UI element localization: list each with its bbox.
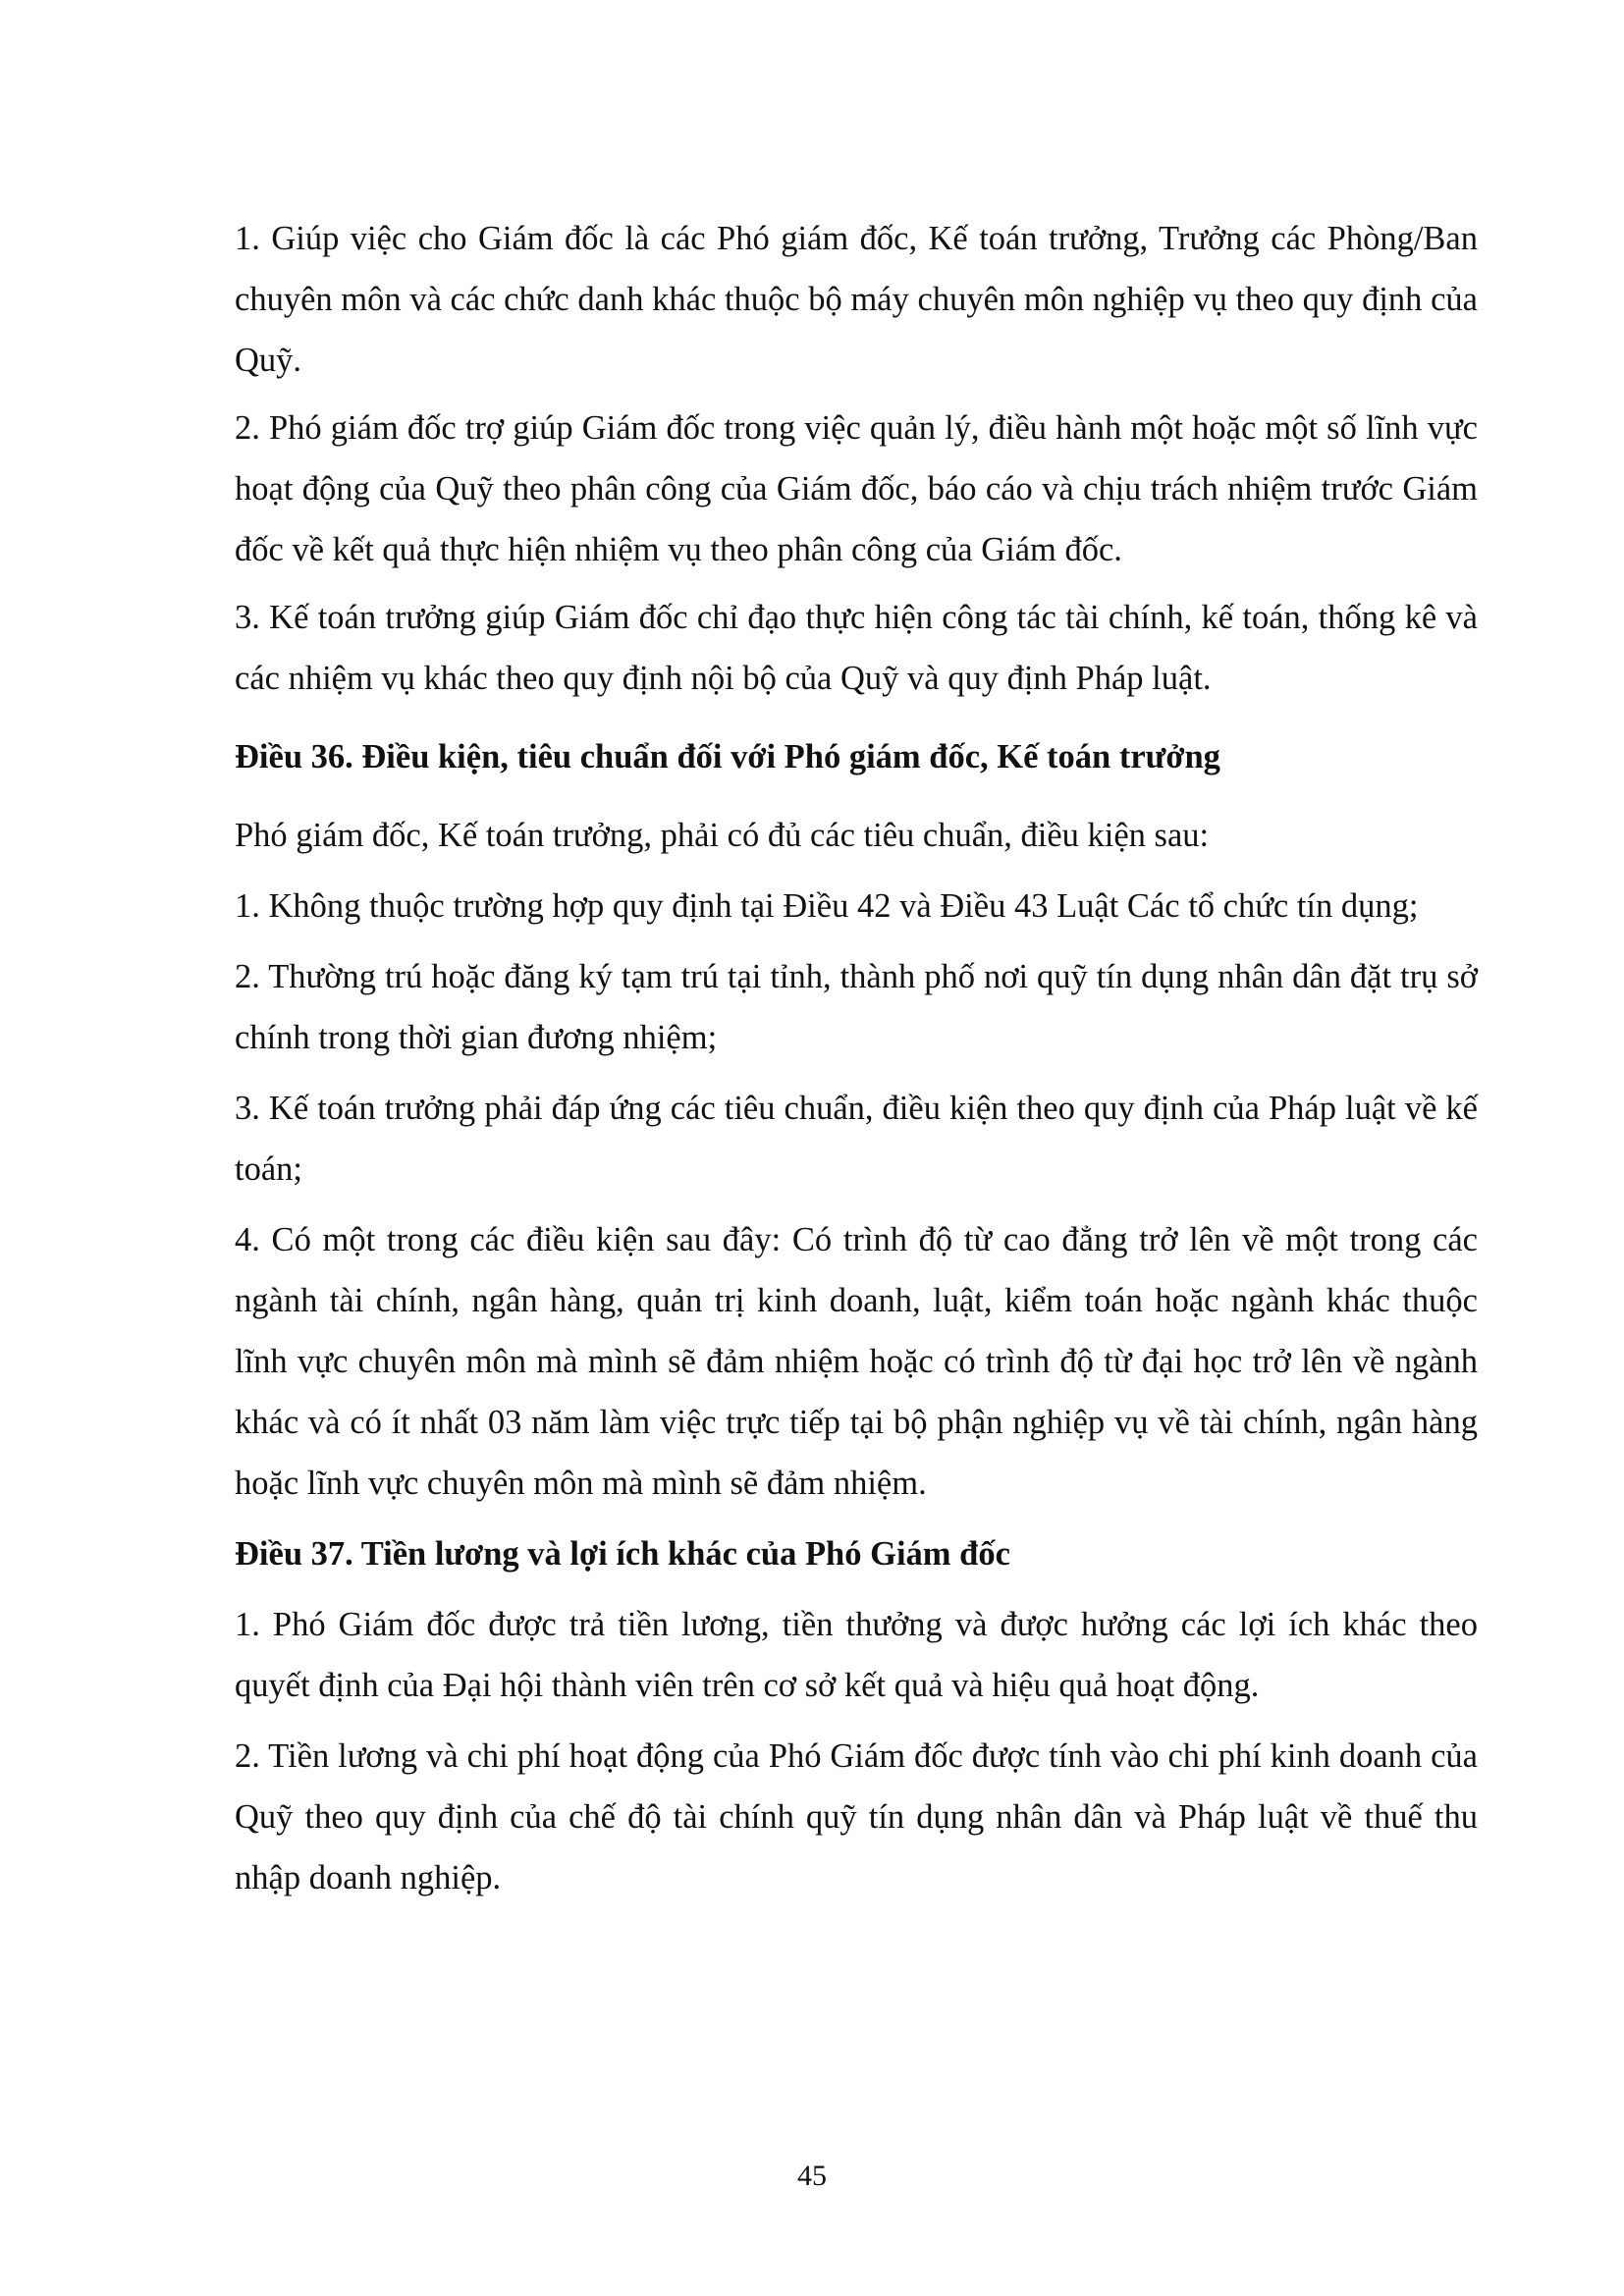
article35-item-2: 2. Phó giám đốc trợ giúp Giám đốc trong việc quản lý, điều hành một hoặc một số lĩnh vực hoạt động của Quỹ theo phân công của Giám đốc, báo cáo và chịu trách nhiệm trước Giám đốc về kết quả thực hiện nhiệm vụ theo phân công của Giám đốc. [235, 409, 1478, 568]
article36-item-4: 4. Có một trong các điều kiện sau đây: Có trình độ từ cao đẳng trở lên về một trong các ngành tài chính, ngân hàng, quản trị kinh doanh, luật, kiểm toán hoặc ngành khác thuộc lĩnh vực chuyên môn mà mình sẽ đảm nhiệm hoặc có trình độ từ đại học trở lên về ngành khác và có ít nhất 03 năm làm việc trực tiếp tại bộ phận nghiệp vụ về tài chính, ngân hàng hoặc lĩnh vực chuyên môn mà mình sẽ đảm nhiệm. [235, 1221, 1478, 1502]
article36-intro: Phó giám đốc, Kế toán trưởng, phải có đủ các tiêu chuẩn, điều kiện sau: [235, 817, 1210, 854]
article36-heading: Điều 36. Điều kiện, tiêu chuẩn đối với Phó giám đốc, Kế toán trưởng [235, 738, 1220, 775]
article37-heading: Điều 37. Tiền lương và lợi ích khác của Phó Giám đốc [235, 1535, 1010, 1573]
article36-item-3: 3. Kế toán trưởng phải đáp ứng các tiêu chuẩn, điều kiện theo quy định của Pháp luật về kế toán; [235, 1090, 1478, 1188]
article35-item-3: 3. Kế toán trưởng giúp Giám đốc chỉ đạo thực hiện công tác tài chính, kế toán, thống kê và các nhiệm vụ khác theo quy định nội bộ của Quỹ và quy định Pháp luật. [235, 599, 1478, 697]
article36-item-1: 1. Không thuộc trường hợp quy định tại Điều 42 và Điều 43 Luật Các tổ chức tín dụng; [235, 887, 1419, 925]
article37-item-1: 1. Phó Giám đốc được trả tiền lương, tiền thưởng và được hưởng các lợi ích khác theo quyết định của Đại hội thành viên trên cơ sở kết quả và hiệu quả hoạt động. [235, 1606, 1478, 1704]
article36-item-2: 2. Thường trú hoặc đăng ký tạm trú tại tỉnh, thành phố nơi quỹ tín dụng nhân dân đặt trụ sở chính trong thời gian đương nhiệm; [235, 958, 1478, 1056]
page-number: 45 [797, 2160, 827, 2192]
article37-item-2: 2. Tiền lương và chi phí hoạt động của Phó Giám đốc được tính vào chi phí kinh doanh của Quỹ theo quy định của chế độ tài chính quỹ tín dụng nhân dân và Pháp luật về thuế thu nhập doanh nghiệp. [235, 1737, 1478, 1896]
page-content [235, 208, 1478, 1908]
article35-item-1: 1. Giúp việc cho Giám đốc là các Phó giám đốc, Kế toán trưởng, Trưởng các Phòng/Ban chuyên môn và các chức danh khác thuộc bộ máy chuyên môn nghiệp vụ theo quy định của Quỹ. [235, 220, 1478, 379]
